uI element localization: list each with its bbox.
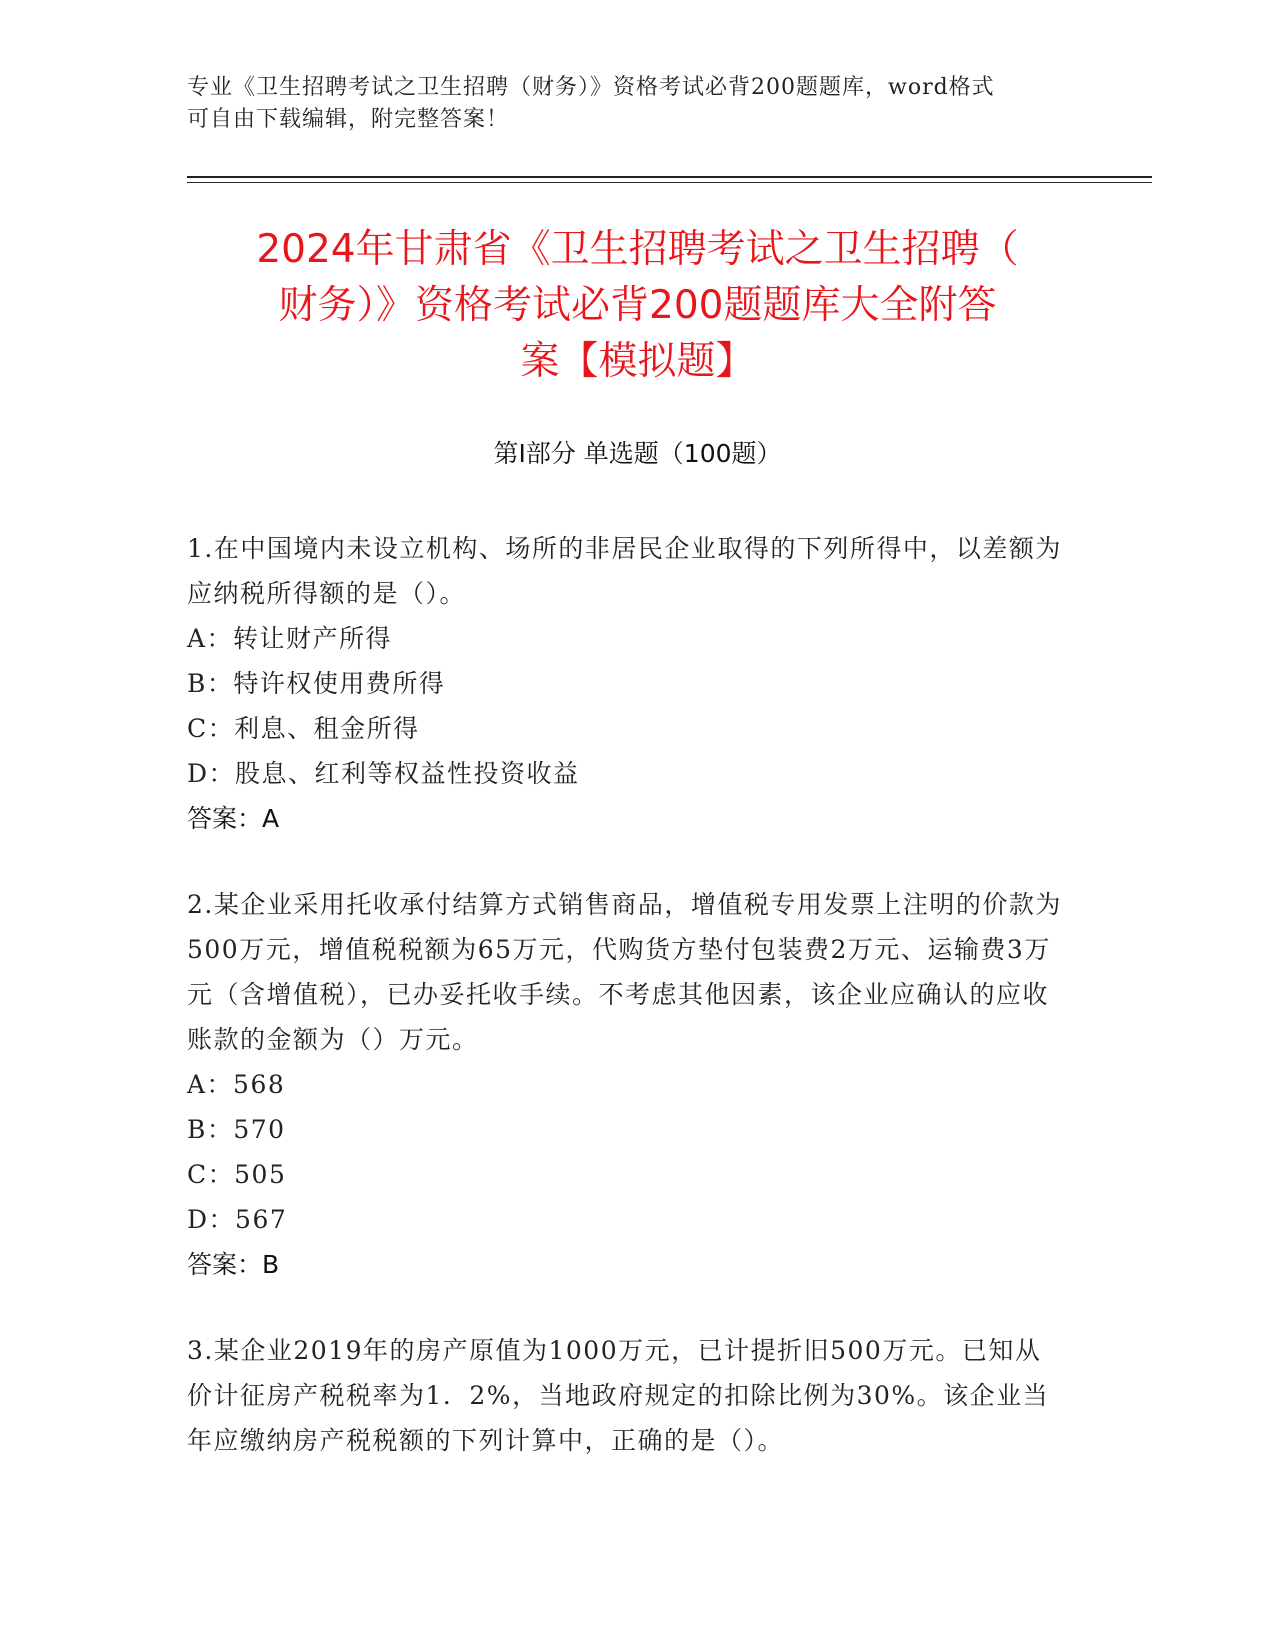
- title-line-2: 财务）》资格考试必背200题题库大全附答: [278, 283, 997, 328]
- option-d: D：股息、红利等权益性投资收益: [187, 759, 580, 788]
- document-title: [180, 222, 1095, 390]
- option-c: C：505: [187, 1160, 287, 1189]
- option-d: D：567: [187, 1205, 288, 1234]
- answer-line: 答案：B: [187, 1250, 280, 1279]
- title-line-3: 案【模拟题】: [520, 339, 755, 384]
- option-a: A：568: [187, 1070, 286, 1099]
- option-a: A：转让财产所得: [187, 624, 393, 653]
- title-line-1: 2024年甘肃省《卫生招聘考试之卫生招聘（: [256, 227, 1019, 272]
- question-1: [187, 526, 1067, 841]
- question-2: [187, 882, 1067, 1287]
- question-stem: 2.某企业采用托收承付结算方式销售商品，增值税专用发票上注明的价款为500万元，增值税税额为65万元，代购货方垫付包装费2万元、运输费3万元（含增值税），已办妥托收手续。不考虑其他因素，该企业应确认的应收账款的金额为（）万元。: [187, 890, 1062, 1054]
- section-heading: 第Ⅰ部分 单选题（100题）: [493, 439, 782, 468]
- question-stem: 3.某企业2019年的房产原值为1000万元，已计提折旧500万元。已知从价计征房产税税率为1．2%，当地政府规定的扣除比例为30%。该企业当年应缴纳房产税税额的下列计算中，正确的是（）。: [187, 1336, 1050, 1455]
- header-divider-thick: [187, 176, 1152, 178]
- document-header-note: [187, 72, 1087, 136]
- header-note-line-1: 专业《卫生招聘考试之卫生招聘（财务）》资格考试必背200题题库，word格式: [187, 75, 995, 100]
- header-divider-thin: [187, 182, 1152, 183]
- question-stem: 1.在中国境内未设立机构、场所的非居民企业取得的下列所得中，以差额为应纳税所得额的是（）。: [187, 534, 1062, 608]
- answer-line: 答案：A: [187, 804, 280, 833]
- header-note-line-2: 可自由下载编辑，附完整答案！: [187, 107, 510, 132]
- option-c: C：利息、租金所得: [187, 714, 420, 743]
- option-b: B：特许权使用费所得: [187, 669, 446, 698]
- option-b: B：570: [187, 1115, 286, 1144]
- question-3: [187, 1328, 1067, 1463]
